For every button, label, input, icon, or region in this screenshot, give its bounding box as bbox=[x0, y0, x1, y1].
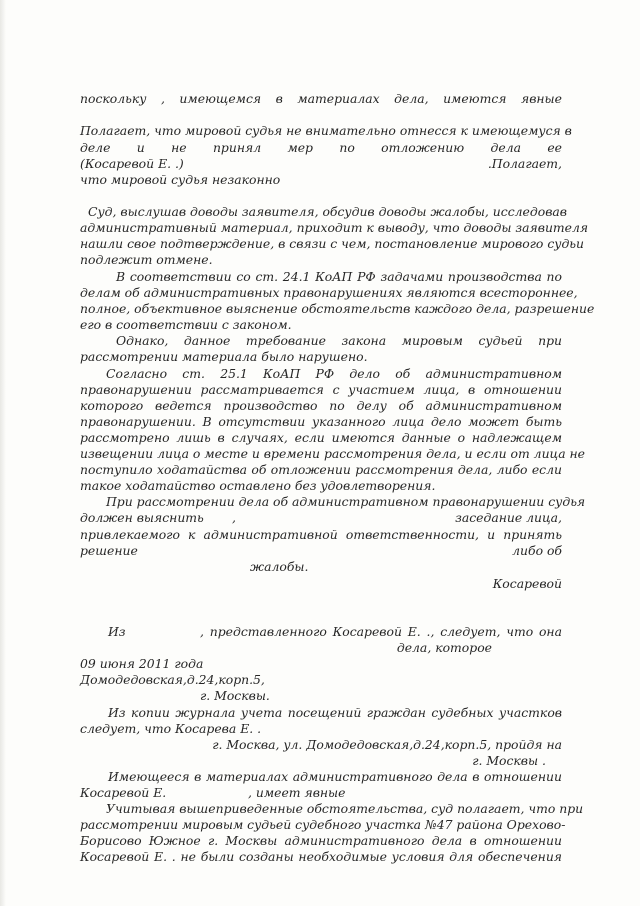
text-line: должен выяснить bbox=[80, 510, 204, 525]
text-line: правонарушении. В отсутствии указанного лица дело может быть bbox=[80, 414, 562, 429]
text-line: либо об bbox=[512, 543, 562, 558]
text-line: Суд, выслушав доводы заявителя, обсудив доводы жалобы, исследовав bbox=[88, 204, 568, 219]
text-line: нашли свое подтверждение, в связи с чем, постановление мирового судьи bbox=[80, 236, 585, 251]
text-line: 09 июня 2011 года bbox=[80, 656, 204, 671]
text-line: полное, объективное выяснение обстоятельств каждого дела, разрешение bbox=[80, 301, 595, 316]
text-line: Из копии журнала учета посещений граждан судебных участков bbox=[108, 705, 562, 720]
text-line: Однако, данное требование закона мировым судьей при bbox=[116, 333, 562, 348]
text-line: жалобы. bbox=[250, 559, 309, 574]
text-line: рассмотрено лишь в случаях, если имеются данные о надлежащем bbox=[80, 430, 562, 445]
text-line: Косаревой Е. . не были созданы необходимые условия для обеспечения bbox=[80, 849, 562, 864]
text-line: Борисово Южное г. Москвы административного дела в отношении bbox=[80, 833, 562, 848]
text-line: При рассмотрении дела об административном правонарушении судья bbox=[106, 494, 586, 509]
text-line: Учитывая вышеприведенные обстоятельства, суд полагает, что при bbox=[106, 801, 584, 816]
text-line: В соответствии со ст. 24.1 КоАП РФ задачами производства по bbox=[116, 269, 562, 284]
text-line: такое ходатайство оставлено без удовлетворения. bbox=[80, 478, 436, 493]
text-line: г. Москвы . bbox=[472, 753, 546, 768]
text-line: его в соответствии с законом. bbox=[80, 317, 292, 332]
text-line: поскольку , имеющемся в материалах дела, имеются явные bbox=[80, 91, 562, 106]
text-line: решение bbox=[80, 543, 138, 558]
text-line: правонарушении рассматривается с участием лица, в отношении bbox=[80, 382, 562, 397]
text-line: подлежит отмене. bbox=[80, 252, 213, 267]
text-line: (Косаревой Е. .) bbox=[80, 156, 184, 171]
text-line: Косаревой bbox=[492, 576, 562, 591]
text-line: следует, что Косарева Е. . bbox=[80, 721, 262, 736]
text-line: , имеет явные bbox=[248, 785, 346, 800]
text-line: рассмотрении материала было нарушено. bbox=[80, 349, 368, 364]
text-line: делам об административных правонарушениях являются всестороннее, bbox=[80, 285, 578, 300]
scan-edge bbox=[0, 0, 6, 906]
text-line: деле и не принял мер по отложению дела ее bbox=[80, 140, 562, 155]
text-line: извещении лица о месте и времени рассмотрения дела, и если от лица не bbox=[80, 446, 586, 461]
text-line: , представленного Косаревой Е. ., следует, что она bbox=[200, 624, 562, 639]
text-line: .Полагает, bbox=[487, 156, 562, 171]
text-line: Из bbox=[108, 624, 126, 639]
text-line: Согласно ст. 25.1 КоАП РФ дело об административном bbox=[106, 366, 562, 381]
text-line: поступило ходатайства об отложении рассмотрения дела, либо если bbox=[80, 462, 562, 477]
text-line: г. Москвы. bbox=[200, 688, 270, 703]
text-line: дела, которое bbox=[396, 640, 492, 655]
text-line: Домодедовская,д.24,корп.5, bbox=[80, 672, 265, 687]
text-line: административный материал, приходит к выводу, что доводы заявителя bbox=[80, 220, 589, 235]
text-line: что мировой судья незаконно bbox=[80, 172, 281, 187]
text-line: Косаревой Е. bbox=[80, 785, 167, 800]
text-line: рассмотрении мировым судьей судебного участка №47 района Орехово- bbox=[80, 817, 566, 832]
text-line: Имеющееся в материалах административного дела в отношении bbox=[108, 769, 562, 784]
text-line: которого ведется производство по делу об административном bbox=[80, 398, 562, 413]
text-line: заседание лица, bbox=[455, 510, 562, 525]
text-line: г. Москва, ул. Домодедовская,д.24,корп.5, пройдя на bbox=[212, 737, 562, 752]
text-line: , bbox=[232, 510, 236, 525]
text-line: Полагает, что мировой судья не внимательно отнесся к имеющемуся в bbox=[80, 123, 572, 138]
text-line: привлекаемого к административной ответственности, и принять bbox=[80, 527, 562, 542]
